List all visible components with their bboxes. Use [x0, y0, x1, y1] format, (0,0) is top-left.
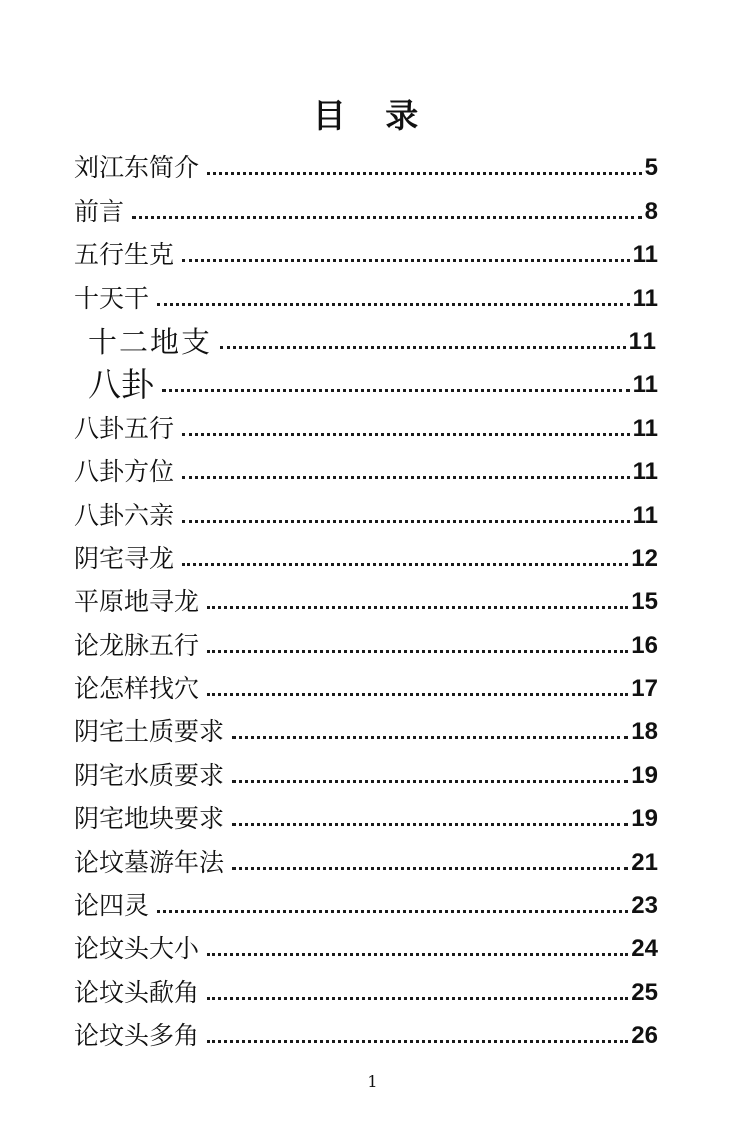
toc-entry[interactable]	[74, 531, 658, 574]
toc-entry-title: 平原地寻龙	[74, 587, 200, 617]
toc-entry-title: 论四灵	[74, 891, 150, 921]
toc-page-number: 18	[631, 718, 658, 746]
toc-entry[interactable]	[74, 617, 658, 660]
toc-page-number: 5	[644, 154, 658, 182]
toc-entry-title: 八卦方位	[74, 457, 175, 487]
toc-page-number: 8	[644, 197, 658, 225]
toc-entry[interactable]	[74, 444, 658, 487]
dot-leader	[232, 780, 628, 783]
toc-entry-title: 八卦六亲	[74, 500, 175, 530]
dot-leader	[220, 346, 626, 349]
dot-leader	[182, 476, 630, 479]
toc-entry-title: 论怎样找穴	[74, 674, 200, 704]
toc-page-number: 11	[632, 371, 658, 399]
dot-leader	[182, 259, 630, 262]
toc-entry-title: 十二地支	[88, 324, 213, 359]
toc-entry-title: 论龙脉五行	[74, 630, 200, 660]
dot-leader	[232, 867, 628, 870]
toc-entry[interactable]	[74, 140, 658, 183]
page-number: 1	[367, 1072, 378, 1091]
toc-entry-title: 刘江东简介	[74, 153, 200, 183]
toc-entry[interactable]	[74, 270, 658, 313]
toc-entry[interactable]	[74, 1008, 658, 1051]
toc-entry-title: 论坟头歃角	[74, 977, 200, 1007]
toc-page-number: 23	[631, 892, 658, 920]
dot-leader	[207, 997, 628, 1000]
toc-entry[interactable]	[74, 227, 658, 270]
dot-leader	[232, 736, 628, 739]
toc-entry-title: 八卦五行	[74, 413, 175, 443]
dot-leader	[207, 650, 628, 653]
dot-leader	[207, 1040, 628, 1043]
toc-page-number: 15	[631, 588, 658, 616]
table-of-contents	[74, 140, 658, 1051]
toc-page-number: 11	[632, 501, 658, 529]
toc-entry[interactable]	[74, 400, 658, 443]
dot-leader	[207, 606, 628, 609]
toc-page-number: 17	[631, 675, 658, 703]
toc-page-number: 12	[631, 544, 658, 572]
dot-leader	[207, 693, 628, 696]
toc-entry[interactable]	[74, 487, 658, 530]
toc-entry-title: 十天干	[74, 283, 150, 313]
toc-entry-title: 阴宅土质要求	[74, 717, 225, 747]
toc-page-number: 24	[631, 935, 658, 963]
toc-entry[interactable]	[74, 357, 658, 405]
toc-entry[interactable]	[74, 747, 658, 790]
dot-leader	[182, 433, 630, 436]
toc-entry-title: 论坟头大小	[74, 934, 200, 964]
toc-page-number: 11	[632, 414, 658, 442]
toc-entry-title: 阴宅寻龙	[74, 543, 175, 573]
toc-page-number: 11	[632, 458, 658, 486]
toc-entry[interactable]	[74, 704, 658, 747]
toc-page-number: 11	[628, 327, 658, 355]
toc-entry-title: 前言	[74, 196, 125, 226]
toc-page-number: 25	[631, 978, 658, 1006]
toc-page-number: 19	[631, 761, 658, 789]
dot-leader	[157, 910, 628, 913]
dot-leader	[132, 216, 642, 219]
toc-page-number: 16	[631, 631, 658, 659]
toc-entry[interactable]	[74, 661, 658, 704]
dot-leader	[182, 520, 630, 523]
toc-page-number: 19	[631, 805, 658, 833]
toc-entry[interactable]	[74, 183, 658, 226]
toc-entry-title: 论坟墓游年法	[74, 847, 225, 877]
toc-page-number: 21	[631, 848, 658, 876]
toc-entry[interactable]	[74, 921, 658, 964]
toc-page-number: 11	[632, 241, 658, 269]
dot-leader	[232, 823, 628, 826]
toc-entry-title: 五行生克	[74, 240, 175, 270]
toc-entry[interactable]	[74, 574, 658, 617]
toc-entry-title: 八卦	[88, 365, 154, 405]
dot-leader	[157, 303, 630, 306]
dot-leader	[207, 953, 628, 956]
toc-entry[interactable]	[74, 878, 658, 921]
toc-entry[interactable]	[74, 791, 658, 834]
toc-entry-title: 阴宅水质要求	[74, 760, 225, 790]
toc-entry-title: 阴宅地块要求	[74, 804, 225, 834]
dot-leader	[162, 389, 630, 392]
toc-page-number: 26	[631, 1022, 658, 1050]
toc-entry[interactable]	[74, 314, 658, 357]
page-title: 目 录	[312, 96, 433, 135]
toc-entry[interactable]	[74, 834, 658, 877]
toc-entry-title: 论坟头多角	[74, 1021, 200, 1051]
dot-leader	[207, 172, 642, 175]
toc-entry[interactable]	[74, 964, 658, 1007]
dot-leader	[182, 563, 628, 566]
toc-page-number: 11	[632, 284, 658, 312]
